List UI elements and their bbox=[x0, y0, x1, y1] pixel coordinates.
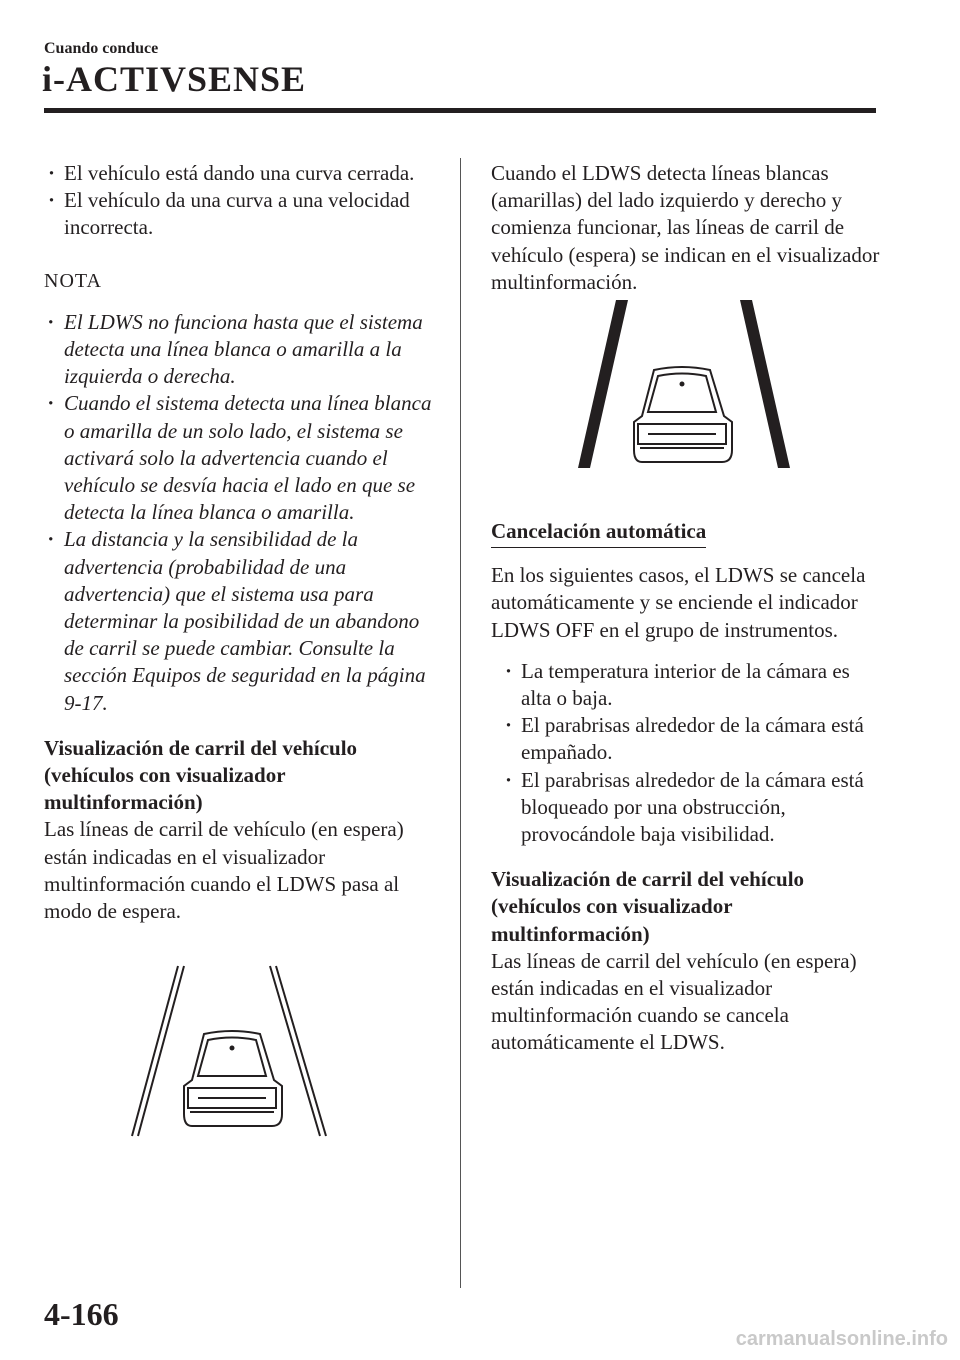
page-number: 4-166 bbox=[44, 1296, 119, 1332]
body-paragraph: Las líneas de carril de vehículo (en espera) están indicadas en el visualizador multinformación cuando el LDWS pasa al modo de espera. bbox=[44, 817, 404, 924]
left-column bbox=[44, 160, 444, 925]
note-heading: NOTA bbox=[44, 269, 102, 292]
note-item: · El LDWS no funciona hasta que el sistema detecta una línea blanca o amarilla a la izquierda o derecha. bbox=[44, 309, 444, 391]
list-item: · La temperatura interior de la cámara es alta o baja. bbox=[501, 658, 883, 712]
header-rule bbox=[44, 108, 876, 113]
intro-paragraph: Cuando el LDWS detecta líneas blancas (amarillas) del lado izquierdo y derecho y comienza funcionar, las líneas de carril de vehículo (espera) se indican en el visualizador multinformación. bbox=[491, 161, 880, 294]
note-item: · Cuando el sistema detecta una línea blanca o amarilla de un solo lado, el sistema se activará solo la advertencia cuando el vehículo se desvía hacia el lado en que se detecta la línea blanca o amarilla. bbox=[44, 390, 444, 526]
section-heading: Visualización de carril del vehículo (vehículos con visualizador multinformación) bbox=[44, 735, 358, 815]
section-heading: Visualización de carril del vehículo (vehículos con visualizador multinformación) bbox=[491, 867, 805, 946]
list-item: · El parabrisas alrededor de la cámara está empañado. bbox=[501, 712, 883, 766]
car-lane-active-illustration bbox=[574, 296, 794, 472]
note-list bbox=[44, 309, 444, 717]
column-divider bbox=[460, 158, 461, 1288]
condition-list bbox=[44, 160, 444, 242]
cancel-heading: Cancelación automática bbox=[491, 518, 706, 548]
car-lane-standby-illustration bbox=[128, 962, 338, 1140]
list-item: · El parabrisas alrededor de la cámara está bloqueado por una obstrucción, provocándole baja visibilidad. bbox=[501, 767, 883, 849]
page-title: i-ACTIVSENSE bbox=[42, 59, 307, 99]
list-item: · El vehículo está dando una curva cerrada. bbox=[44, 160, 444, 187]
cancel-paragraph: En los siguientes casos, el LDWS se cancela automáticamente y se enciende el indicador LDWS OFF en el grupo de instrumentos. bbox=[491, 563, 866, 642]
section-label: Cuando conduce bbox=[44, 40, 159, 57]
note-item: · La distancia y la sensibilidad de la advertencia (probabilidad de una advertencia) que el sistema usa para determinar la posibilidad de un abandono de carril se puede cambiar. Consulte la sección Equipos de seguridad en la página 9-17. bbox=[44, 526, 444, 716]
right-column bbox=[491, 160, 883, 1057]
watermark: carmanualsonline.info bbox=[735, 1328, 948, 1350]
cancel-list bbox=[491, 658, 883, 848]
list-item: · El vehículo da una curva a una velocidad incorrecta. bbox=[44, 187, 444, 241]
body-paragraph: Las líneas de carril del vehículo (en espera) están indicadas en el visualizador multinformación cuando se cancela automáticamente el LDWS. bbox=[491, 948, 857, 1055]
